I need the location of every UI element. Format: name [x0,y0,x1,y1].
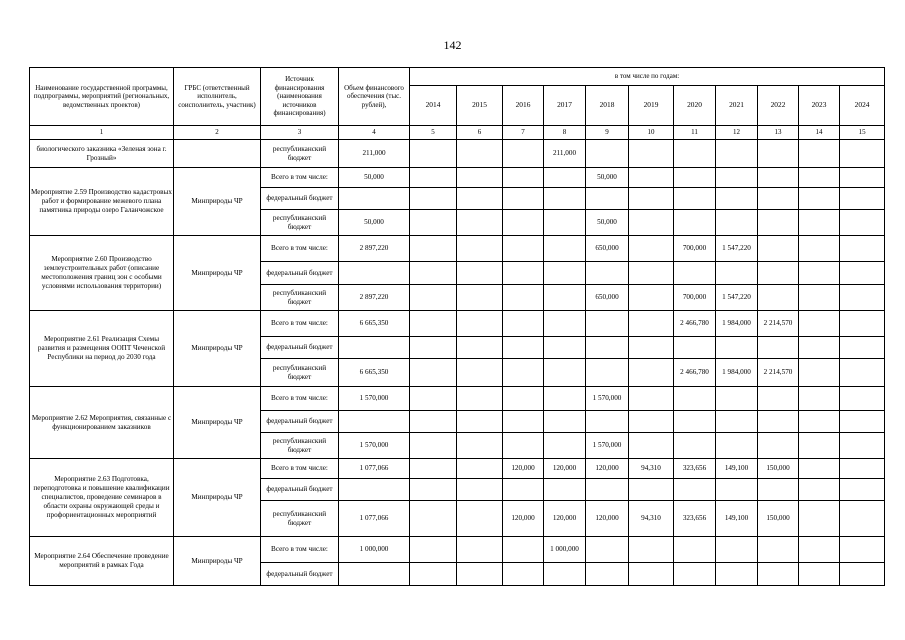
year-value-2022 [758,433,799,459]
year-value-2018 [586,563,629,586]
year-value-2022 [758,337,799,359]
year-value-2016 [503,433,544,459]
year-value-2016: 120,000 [503,459,544,479]
year-value-2018 [586,311,629,337]
year-value-2016 [503,337,544,359]
year-value-2022 [758,210,799,236]
funding-total: 1 570,000 [339,387,410,411]
year-value-2024 [840,359,885,387]
year-value-2016 [503,140,544,168]
funding-total: 1 570,000 [339,433,410,459]
year-value-2015 [457,285,503,311]
year-value-2021: 1 984,000 [716,359,758,387]
year-value-2022: 150,000 [758,501,799,537]
funding-total: 6 665,350 [339,359,410,387]
funding-total [339,188,410,210]
year-value-2018 [586,479,629,501]
header-source: Источник финансирования (наименования источников финансирования) [261,68,339,126]
measure-grbs: Минприроды ЧР [174,459,261,537]
year-value-2023 [799,479,840,501]
year-value-2024 [840,387,885,411]
year-value-2015 [457,210,503,236]
table-row [30,459,885,479]
year-value-2018: 1 570,000 [586,387,629,411]
header-year-2019: 2019 [629,86,674,126]
year-value-2016 [503,311,544,337]
funding-total: 2 897,220 [339,285,410,311]
year-value-2021: 1 547,220 [716,285,758,311]
year-value-2014 [410,311,457,337]
year-value-2021 [716,433,758,459]
year-value-2023 [799,168,840,188]
year-value-2014 [410,188,457,210]
column-number: 8 [544,126,586,140]
year-value-2024 [840,188,885,210]
year-value-2024 [840,459,885,479]
year-value-2017: 1 000,000 [544,537,586,563]
year-value-2018: 1 570,000 [586,433,629,459]
year-value-2022 [758,387,799,411]
year-value-2014 [410,140,457,168]
year-value-2017 [544,262,586,285]
year-value-2019 [629,387,674,411]
header-by-years: в том числе по годам: [410,68,885,86]
year-value-2018: 650,000 [586,285,629,311]
column-number: 4 [339,126,410,140]
header-name: Наименование государственной программы, подпрограммы, мероприятий (региональных, ведомственных проектов) [30,68,174,126]
year-value-2023 [799,387,840,411]
header-year-2017: 2017 [544,86,586,126]
year-value-2018: 50,000 [586,210,629,236]
year-value-2016 [503,210,544,236]
column-number: 3 [261,126,339,140]
measure-grbs [174,140,261,168]
measure-name: Мероприятие 2.62 Мероприятия, связанные с функционированием заказников [30,387,174,459]
year-value-2015 [457,337,503,359]
funding-source: Всего в том числе: [261,311,339,337]
year-value-2024 [840,168,885,188]
year-value-2024 [840,236,885,262]
year-value-2016: 120,000 [503,501,544,537]
year-value-2023 [799,285,840,311]
year-value-2024 [840,262,885,285]
measure-grbs: Минприроды ЧР [174,537,261,586]
page-number: 142 [443,38,462,52]
year-value-2022 [758,262,799,285]
year-value-2024 [840,501,885,537]
header-year-2024: 2024 [840,86,885,126]
year-value-2022 [758,479,799,501]
table-row [30,140,885,168]
header-year-2016: 2016 [503,86,544,126]
year-value-2015 [457,311,503,337]
column-number: 10 [629,126,674,140]
year-value-2017 [544,411,586,433]
year-value-2022 [758,537,799,563]
column-number: 5 [410,126,457,140]
year-value-2020 [674,433,716,459]
column-number: 11 [674,126,716,140]
year-value-2017: 120,000 [544,459,586,479]
year-value-2018 [586,411,629,433]
year-value-2024 [840,337,885,359]
header-grbs: ГРБС (ответственный исполнитель, соисполнитель, участник) [174,68,261,126]
year-value-2020 [674,210,716,236]
year-value-2019 [629,563,674,586]
year-value-2016 [503,359,544,387]
year-value-2017 [544,337,586,359]
year-value-2015 [457,262,503,285]
table-row [30,387,885,411]
year-value-2023 [799,501,840,537]
header-volume: Объем финансового обеспечения (тыс. рублей), [339,68,410,126]
year-value-2015 [457,479,503,501]
year-value-2019 [629,479,674,501]
column-number: 13 [758,126,799,140]
year-value-2015 [457,236,503,262]
table-row [30,537,885,563]
year-value-2019 [629,210,674,236]
year-value-2024 [840,433,885,459]
year-value-2020 [674,411,716,433]
year-value-2019 [629,537,674,563]
funding-source: федеральный бюджет [261,479,339,501]
year-value-2022: 2 214,570 [758,359,799,387]
funding-source: республиканский бюджет [261,210,339,236]
year-value-2021 [716,210,758,236]
column-number: 14 [799,126,840,140]
year-value-2018: 120,000 [586,501,629,537]
column-number: 2 [174,126,261,140]
year-value-2017 [544,479,586,501]
year-value-2021 [716,168,758,188]
table-row [30,236,885,262]
column-number: 9 [586,126,629,140]
header-year-2020: 2020 [674,86,716,126]
measure-grbs: Минприроды ЧР [174,236,261,311]
year-value-2020: 2 466,780 [674,359,716,387]
column-number: 7 [503,126,544,140]
year-value-2014 [410,236,457,262]
year-value-2021 [716,563,758,586]
header-year-2015: 2015 [457,86,503,126]
year-value-2017 [544,168,586,188]
year-value-2014 [410,501,457,537]
financing-table [29,67,885,586]
year-value-2019 [629,188,674,210]
year-value-2019: 94,310 [629,459,674,479]
year-value-2014 [410,459,457,479]
measure-name: биологического заказника «Зеленая зона г. Грозный» [30,140,174,168]
year-value-2020: 323,656 [674,459,716,479]
measure-grbs: Минприроды ЧР [174,311,261,387]
year-value-2015 [457,501,503,537]
year-value-2018 [586,262,629,285]
year-value-2018 [586,337,629,359]
funding-source: республиканский бюджет [261,501,339,537]
year-value-2015 [457,537,503,563]
year-value-2023 [799,311,840,337]
year-value-2018 [586,359,629,387]
table-row [30,168,885,188]
year-value-2024 [840,140,885,168]
year-value-2016 [503,563,544,586]
year-value-2014 [410,168,457,188]
year-value-2020 [674,337,716,359]
year-value-2024 [840,285,885,311]
year-value-2020: 700,000 [674,236,716,262]
year-value-2017: 211,000 [544,140,586,168]
funding-source: федеральный бюджет [261,337,339,359]
year-value-2015 [457,563,503,586]
funding-total [339,411,410,433]
year-value-2024 [840,563,885,586]
funding-source: Всего в том числе: [261,236,339,262]
year-value-2021 [716,140,758,168]
year-value-2020 [674,140,716,168]
year-value-2020 [674,188,716,210]
year-value-2019 [629,285,674,311]
measure-name: Мероприятие 2.60 Производство землеустроительных работ (описание местоположения границ зон с особыми условиями использования территории) [30,236,174,311]
year-value-2023 [799,188,840,210]
column-number: 1 [30,126,174,140]
year-value-2018: 50,000 [586,168,629,188]
year-value-2014 [410,359,457,387]
year-value-2017 [544,563,586,586]
year-value-2023 [799,262,840,285]
year-value-2022 [758,168,799,188]
measure-grbs: Минприроды ЧР [174,168,261,236]
funding-total [339,563,410,586]
funding-source: федеральный бюджет [261,188,339,210]
funding-source: республиканский бюджет [261,359,339,387]
funding-total [339,337,410,359]
measure-name: Мероприятие 2.59 Производство кадастровых работ и формирование межевого плана памятника природы озеро Галанчожское [30,168,174,236]
header-year-2018: 2018 [586,86,629,126]
year-value-2016 [503,236,544,262]
year-value-2015 [457,140,503,168]
year-value-2016 [503,285,544,311]
year-value-2019 [629,311,674,337]
funding-total: 6 665,350 [339,311,410,337]
funding-source: федеральный бюджет [261,563,339,586]
funding-total: 211,000 [339,140,410,168]
year-value-2014 [410,285,457,311]
year-value-2020 [674,262,716,285]
year-value-2021 [716,262,758,285]
year-value-2019 [629,168,674,188]
funding-source: республиканский бюджет [261,140,339,168]
funding-total: 50,000 [339,168,410,188]
funding-source: Всего в том числе: [261,459,339,479]
year-value-2020: 323,656 [674,501,716,537]
year-value-2023 [799,411,840,433]
year-value-2022 [758,285,799,311]
year-value-2014 [410,537,457,563]
year-value-2017 [544,387,586,411]
year-value-2015 [457,387,503,411]
year-value-2021: 1 547,220 [716,236,758,262]
funding-source: федеральный бюджет [261,411,339,433]
year-value-2015 [457,459,503,479]
year-value-2015 [457,188,503,210]
year-value-2015 [457,411,503,433]
measure-name: Мероприятие 2.61 Реализация Схемы развития и размещения ООПТ Чеченской Республики на период до 2030 года [30,311,174,387]
header-year-2023: 2023 [799,86,840,126]
funding-source: Всего в том числе: [261,168,339,188]
funding-total: 1 077,066 [339,459,410,479]
year-value-2019 [629,411,674,433]
year-value-2016 [503,168,544,188]
year-value-2020 [674,479,716,501]
year-value-2018 [586,140,629,168]
year-value-2021: 1 984,000 [716,311,758,337]
year-value-2020: 700,000 [674,285,716,311]
year-value-2021 [716,188,758,210]
year-value-2019 [629,337,674,359]
year-value-2017 [544,285,586,311]
table-row [30,311,885,337]
funding-total: 50,000 [339,210,410,236]
year-value-2014 [410,563,457,586]
year-value-2022 [758,188,799,210]
year-value-2015 [457,359,503,387]
funding-total [339,479,410,501]
measure-grbs: Минприроды ЧР [174,387,261,459]
year-value-2018: 650,000 [586,236,629,262]
year-value-2022 [758,236,799,262]
year-value-2024 [840,411,885,433]
year-value-2016 [503,411,544,433]
year-value-2018: 120,000 [586,459,629,479]
year-value-2023 [799,236,840,262]
year-value-2019 [629,140,674,168]
year-value-2017 [544,433,586,459]
measure-name: Мероприятие 2.63 Подготовка, переподготовка и повышение квалификации специалистов, проведение семинаров в области охраны окружающей среды и профориентационных мероприятий [30,459,174,537]
year-value-2020 [674,387,716,411]
funding-source: федеральный бюджет [261,262,339,285]
funding-total: 1 077,066 [339,501,410,537]
year-value-2014 [410,387,457,411]
year-value-2016 [503,479,544,501]
year-value-2019 [629,359,674,387]
column-number: 6 [457,126,503,140]
column-number: 12 [716,126,758,140]
year-value-2018 [586,188,629,210]
year-value-2019 [629,262,674,285]
year-value-2021 [716,537,758,563]
year-value-2023 [799,459,840,479]
year-value-2016 [503,262,544,285]
year-value-2021 [716,479,758,501]
year-value-2021 [716,337,758,359]
year-value-2017 [544,210,586,236]
year-value-2017: 120,000 [544,501,586,537]
funding-source: республиканский бюджет [261,285,339,311]
year-value-2024 [840,537,885,563]
year-value-2021: 149,100 [716,459,758,479]
funding-total: 1 000,000 [339,537,410,563]
year-value-2023 [799,210,840,236]
year-value-2019: 94,310 [629,501,674,537]
header-year-2021: 2021 [716,86,758,126]
year-value-2024 [840,210,885,236]
year-value-2021 [716,387,758,411]
year-value-2014 [410,411,457,433]
year-value-2019 [629,236,674,262]
year-value-2024 [840,479,885,501]
year-value-2014 [410,210,457,236]
year-value-2021 [716,411,758,433]
year-value-2017 [544,188,586,210]
year-value-2020 [674,537,716,563]
funding-total: 2 897,220 [339,236,410,262]
year-value-2017 [544,311,586,337]
year-value-2023 [799,537,840,563]
year-value-2016 [503,188,544,210]
year-value-2023 [799,563,840,586]
year-value-2017 [544,359,586,387]
year-value-2023 [799,433,840,459]
year-value-2014 [410,433,457,459]
funding-source: Всего в том числе: [261,537,339,563]
year-value-2023 [799,140,840,168]
column-number: 15 [840,126,885,140]
year-value-2016 [503,387,544,411]
year-value-2020: 2 466,780 [674,311,716,337]
funding-total [339,262,410,285]
year-value-2017 [544,236,586,262]
year-value-2022 [758,411,799,433]
year-value-2020 [674,168,716,188]
measure-name: Мероприятие 2.64 Обеспечение проведение мероприятий в рамках Года [30,537,174,586]
funding-source: Всего в том числе: [261,387,339,411]
year-value-2021: 149,100 [716,501,758,537]
header-year-2014: 2014 [410,86,457,126]
year-value-2022: 150,000 [758,459,799,479]
year-value-2016 [503,537,544,563]
year-value-2018 [586,537,629,563]
year-value-2019 [629,433,674,459]
year-value-2020 [674,563,716,586]
year-value-2015 [457,433,503,459]
funding-source: республиканский бюджет [261,433,339,459]
year-value-2023 [799,359,840,387]
year-value-2022 [758,563,799,586]
year-value-2014 [410,337,457,359]
year-value-2022 [758,140,799,168]
year-value-2015 [457,168,503,188]
year-value-2022: 2 214,570 [758,311,799,337]
header-year-2022: 2022 [758,86,799,126]
year-value-2023 [799,337,840,359]
year-value-2024 [840,311,885,337]
year-value-2014 [410,262,457,285]
year-value-2014 [410,479,457,501]
